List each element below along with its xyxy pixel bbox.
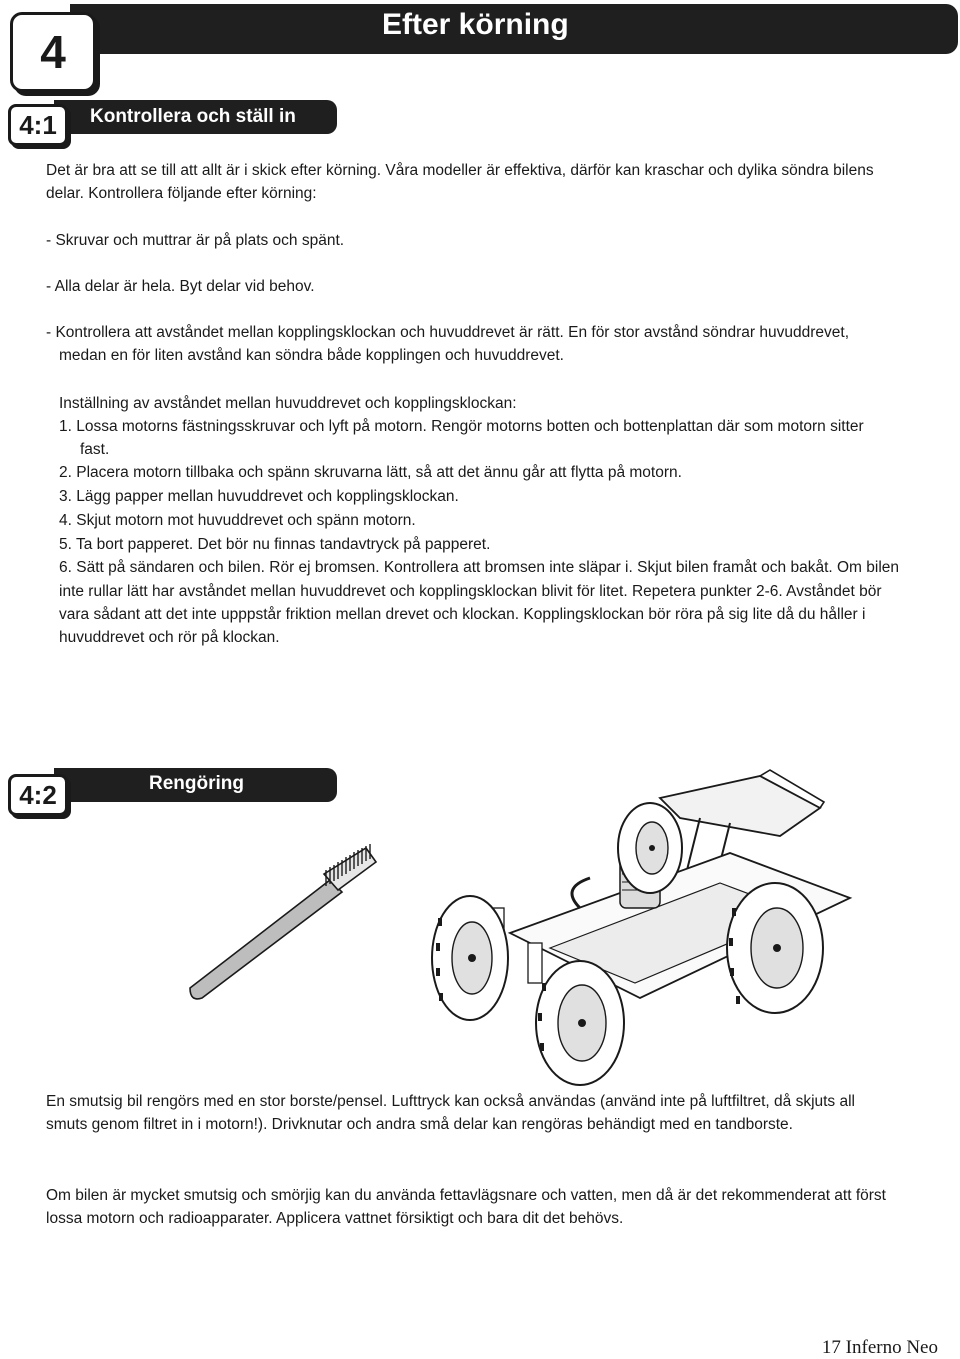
step-1: 1. Lossa motorns fästningsskruvar och lyft på motorn. Rengör motorns botten och bottenplattan där som motorn sitter <box>59 418 864 435</box>
step-3: 3. Lägg papper mellan huvuddrevet och kopplingsklockan. <box>59 488 459 505</box>
chapter-title: Efter körning <box>382 8 569 41</box>
bullet-parts: - Alla delar är hela. Byt delar vid behov. <box>46 278 315 295</box>
cleaning-para1-line2: smuts genom filtret in i motorn!). Drivknutar och andra små delar kan rengöras behändigt med en tandborste. <box>46 1116 793 1133</box>
page-footer: 17 Inferno Neo <box>821 1337 938 1358</box>
bullet-screws: - Skruvar och muttrar är på plats och spänt. <box>46 232 345 249</box>
section2-number-badge: 4:2 <box>8 774 68 816</box>
step-6-line-4: huvuddrevet och rör på klockan. <box>59 629 280 646</box>
step-6-line-2: inte rullar lätt har avståndet mellan huvuddrevet och kopplingsklockan blivit för litet. Repetera punkter 2-6. Avståndet bör <box>59 583 882 600</box>
procedure-title: Inställning av avståndet mellan huvuddrevet och kopplingsklockan: <box>59 395 517 412</box>
cleaning-para1-line1: En smutsig bil rengörs med en stor borste/pensel. Lufttryck kan också användas (använd inte på luftfiltret, då skjuts all <box>46 1093 855 1110</box>
cleaning-para2-line2: lossa motorn och radioapparater. Applicera vattnet försiktigt och bara dit det behövs. <box>46 1210 624 1227</box>
step-5: 5. Ta bort papperet. Det bör nu finnas tandavtryck på papperet. <box>59 536 491 553</box>
step-6: 6. Sätt på sändaren och bilen. Rör ej bromsen. Kontrollera att bromsen inte släpar i. Skjut bilen framåt och bakåt. Om bilen <box>59 559 900 576</box>
toothbrush-illustration <box>180 840 380 1010</box>
step-6-line-3: vara sådant att det inte upppstår friktion mellan drevet och klockan. Kopplingsklockan bör röra på sig lite då du håller i <box>59 606 866 623</box>
chapter-number-badge: 4 <box>10 12 96 92</box>
bullet-gear-mesh: - Kontrollera att avståndet mellan kopplingsklockan och huvuddrevet är rätt. En för stor avstånd söndrar huvuddrevet, <box>46 324 849 341</box>
rc-buggy-illustration <box>430 768 930 1088</box>
intro-line-1: Det är bra att se till att allt är i skick efter körning. Våra modeller är effektiva, därför kan kraschar och dylika söndra bilens <box>46 162 874 179</box>
section2-title: Rengöring <box>149 773 244 794</box>
step-4: 4. Skjut motorn mot huvuddrevet och spänn motorn. <box>59 512 416 529</box>
intro-line-2: delar. Kontrollera följande efter körning: <box>46 185 317 202</box>
step-2: 2. Placera motorn tillbaka och spänn skruvarna lätt, så att det ännu går att flytta på motorn. <box>59 464 682 481</box>
cleaning-para2-line1: Om bilen är mycket smutsig och smörjig kan du använda fettavlägsnare och vatten, men då är det rekommenderat att först <box>46 1187 886 1204</box>
section1-title: Kontrollera och ställ in <box>90 106 296 127</box>
bullet-gear-mesh-cont: medan en för liten avstånd kan söndra både kopplingen och huvuddrevet. <box>59 347 564 364</box>
section1-number-badge: 4:1 <box>8 104 68 146</box>
step-1-cont: fast. <box>80 441 110 458</box>
